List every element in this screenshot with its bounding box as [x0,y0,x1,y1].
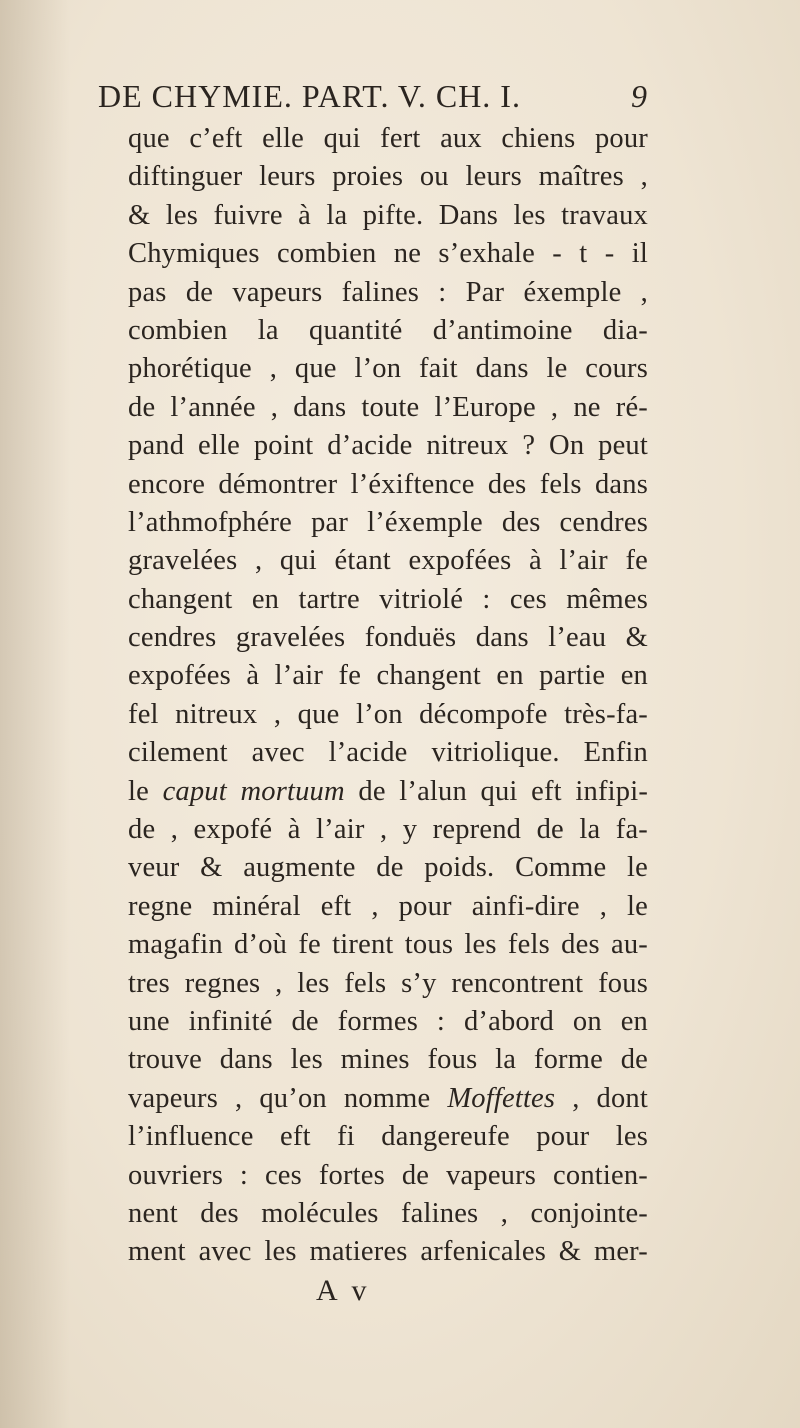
text-line: fel nitreux , que l’on décompofe très-fa- [128,698,648,730]
line-segment: le [128,775,163,807]
text-line: nent des molécules falines , conjointe- [128,1197,648,1229]
line-segment: de l’alun qui eft infipi- [344,775,649,807]
text-line: trouve dans les mines fous la forme de [128,1044,648,1076]
line-segment: , dont [555,1082,648,1114]
text-line: tres regnes , les fels s’y rencontrent fous [128,967,648,999]
italic-term: Moffettes [447,1082,556,1114]
text-line: veur & augmente de poids. Comme le [128,852,648,884]
text-line: phorétique , que l’on fait dans le cours [128,353,648,385]
gutter-shadow [0,0,70,1428]
page-number: 9 [631,78,648,114]
text-line: cendres gravelées fonduës dans l’eau & [128,622,648,654]
body-text [128,120,648,1272]
signature-mark: A v [316,1273,371,1307]
text-line: cilement avec l’acide vitriolique. Enfin [128,737,648,769]
text-line: pand elle point d’acide nitreux ? On peut [128,430,648,462]
text-line: Chymiques combien ne s’exhale - t - il [128,238,648,270]
text-line: ment avec les matieres arfenicales & mer- [128,1236,648,1268]
text-line: encore démontrer l’éxiftence des fels dans [128,468,648,500]
text-line: gravelées , qui étant expofées à l’air fe [128,545,648,577]
line-segment: vapeurs , qu’on nomme [128,1082,448,1114]
running-title: DE CHYMIE. PART. V. CH. I. [98,78,521,114]
text-line: magafin d’où fe tirent tous les fels des au- [128,929,648,961]
text-line: & les fuivre à la pifte. Dans les travaux [128,199,648,231]
text-line: regne minéral eft , pour ainfi-dire , le [128,890,648,922]
text-line: combien la quantité d’antimoine dia- [128,314,648,346]
text-block [98,78,649,1310]
text-line [128,773,648,811]
text-line: l’athmofphére par l’éxemple des cendres [128,506,648,538]
text-line: de l’année , dans toute l’Europe , ne ré- [128,391,648,423]
text-line: changent en tartre vitriolé : ces mêmes [128,583,648,615]
text-line: pas de vapeurs falines : Par éxemple , [128,276,648,308]
page-header [98,78,648,120]
text-line: expofées à l’air fe changent en partie en [128,660,648,692]
text-line: ouvriers : ces fortes de vapeurs contien- [128,1159,648,1191]
italic-term: caput mortuum [162,775,345,807]
text-line [128,1080,648,1118]
text-line: une infinité de formes : d’abord on en [128,1005,648,1037]
text-line: diftinguer leurs proies ou leurs maîtres , [128,161,648,193]
text-line: l’influence eft fi dangereufe pour les [128,1121,648,1153]
text-line: que c’eft elle qui fert aux chiens pour [128,123,648,154]
text-line: de , expofé à l’air , y reprend de la fa- [128,814,648,846]
